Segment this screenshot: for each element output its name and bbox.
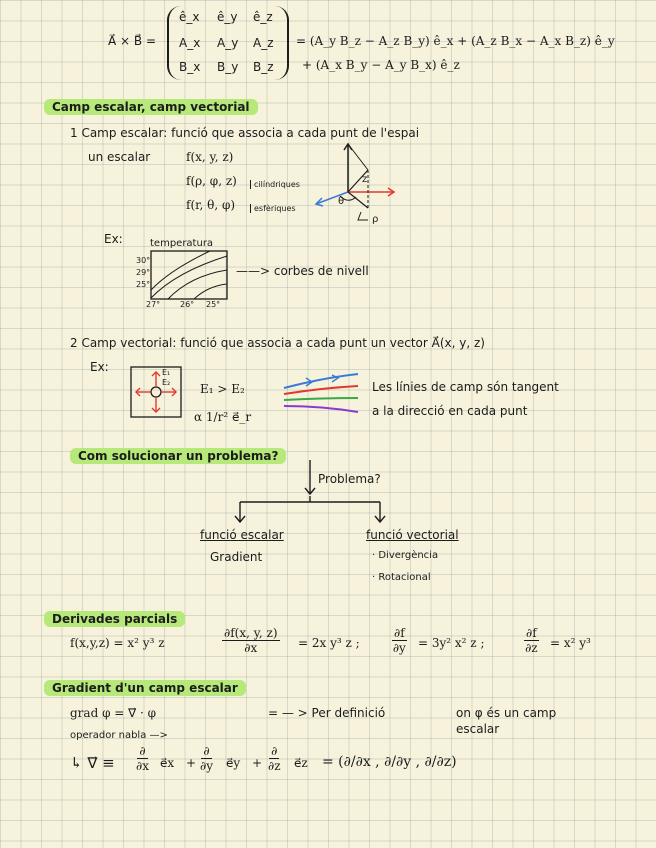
dfdx-numerator: ∂f(x, y, z) — [224, 626, 278, 640]
func-cartesian: f(x, y, z) — [186, 150, 234, 164]
temp-tick-x: 26° — [180, 300, 195, 309]
matrix-cell: ê_z — [253, 10, 273, 24]
matrix-cell: A_y — [217, 36, 239, 50]
dfdy-result: = 3y² x² z ; — [418, 636, 485, 650]
matrix-cell: B_y — [217, 60, 239, 74]
dfdx-result: = 2x y³ z ; — [298, 636, 360, 650]
cylindrical-label: cilíndriques — [250, 180, 300, 189]
partial-function: f(x,y,z) = x² y³ z — [70, 636, 165, 650]
cross-product-matrix — [167, 6, 289, 80]
temperature-label: temperatura — [150, 238, 214, 249]
dfdy-numerator: ∂f — [394, 626, 405, 640]
example-label-2: Ex: — [90, 360, 109, 374]
level-curves-label: ——> corbes de nivell — [236, 264, 369, 278]
d-dz-fraction — [268, 744, 281, 773]
dfdy-denominator: ∂y — [392, 641, 406, 655]
field-lines-text-1: Les línies de camp són tangent — [372, 380, 559, 394]
dfdz-fraction — [524, 626, 539, 655]
matrix-cell: B_x — [179, 60, 201, 74]
problem-tree — [220, 456, 420, 536]
scalar-field-definition: 1 Camp escalar: funció que associa a cada punt de l'espai — [70, 126, 420, 140]
axis-label-z: z — [362, 174, 368, 185]
d-dy-denominator: ∂y — [200, 759, 213, 773]
axis-label-rho: ρ — [372, 214, 379, 225]
dfdz-denominator: ∂z — [525, 641, 538, 655]
unit-vector-x: e⃗x — [160, 756, 175, 770]
temp-tick-x: 27° — [146, 300, 161, 309]
nabla-tuple: = (∂/∂x , ∂/∂y , ∂/∂z) — [322, 754, 457, 770]
problem-label: Problema? — [318, 472, 381, 486]
axis-label-theta: θ — [338, 196, 345, 207]
field-lines-text-2: a la direcció en cada punt — [372, 404, 528, 418]
d-dx-fraction — [136, 744, 149, 773]
func-spherical: f(r, θ, φ) — [186, 198, 236, 212]
matrix-cell: ê_y — [217, 10, 238, 24]
vector-field-definition: 2 Camp vectorial: funció que associa a cada punt un vector A⃗(x, y, z) — [70, 336, 485, 350]
d-dx-denominator: ∂x — [136, 759, 149, 773]
cross-product-rhs-line2: + (A_x B_y − A_y B_x) ê_z — [302, 58, 460, 72]
nabla-lhs: ↳ ∇⃗ ≡ — [70, 754, 115, 772]
section-heading-fields: Camp escalar, camp vectorial — [44, 99, 258, 115]
matrix-cell: A_z — [253, 36, 274, 50]
matrix-cell: A_x — [179, 36, 201, 50]
gradient-definition: grad φ = ∇⃗ · φ — [70, 706, 157, 720]
section-heading-solve: Com solucionar un problema? — [70, 448, 286, 464]
dfdy-fraction — [392, 626, 407, 655]
field-lines-sketch — [282, 372, 362, 416]
section-heading-partials: Derivades parcials — [44, 611, 185, 627]
func-cylindrical: f(ρ, φ, z) — [186, 174, 237, 188]
cross-product-rhs-line1: = (A_y B_z − A_z B_y) ê_x + (A_z B_x − A_x B_z) ê_y — [296, 34, 615, 48]
where-text-2: escalar — [456, 722, 500, 736]
temp-tick-x: 25° — [206, 300, 221, 309]
cross-product-lhs: A⃗ × B⃗ = — [108, 34, 156, 48]
scalar-field-definition-cont: un escalar — [88, 150, 151, 164]
example-label: Ex: — [104, 232, 123, 246]
temp-tick-y: 25° — [136, 280, 151, 289]
branch-scalar-gradient: Gradient — [210, 550, 263, 564]
field-label-e2: E₂ — [162, 378, 171, 387]
unit-vector-z: e⃗z — [294, 756, 308, 770]
d-dz-numerator: ∂ — [271, 744, 278, 758]
where-text-1: on φ és un camp — [456, 706, 557, 720]
temp-tick-y: 30° — [136, 256, 151, 265]
dfdz-result: = x² y³ — [550, 636, 591, 650]
temp-tick-y: 29° — [136, 268, 151, 277]
field-proportionality: α 1/r² e⃗_r — [194, 410, 252, 424]
dfdx-fraction — [222, 626, 280, 655]
plus-sign: + — [252, 756, 263, 770]
branch-vector-divergence: · Divergència — [372, 550, 439, 561]
by-definition-label: = — > Per definició — [268, 706, 386, 720]
dfdx-denominator: ∂x — [244, 641, 258, 655]
field-label-e1: E₁ — [162, 368, 171, 377]
matrix-cell: B_z — [253, 60, 274, 74]
d-dx-numerator: ∂ — [139, 744, 146, 758]
matrix-cell: ê_x — [179, 10, 200, 24]
branch-scalar: funció escalar — [200, 528, 284, 542]
nabla-operator-label: operador nabla —> — [70, 730, 168, 741]
coordinate-axes-sketch — [306, 140, 406, 240]
branch-vector: funció vectorial — [366, 528, 459, 542]
d-dz-denominator: ∂z — [268, 759, 281, 773]
unit-vector-y: e⃗y — [226, 756, 241, 770]
field-inequality: E₁ > E₂ — [200, 382, 245, 396]
level-curves-box — [150, 250, 230, 300]
section-heading-gradient: Gradient d'un camp escalar — [44, 680, 246, 696]
branch-vector-rotational: · Rotacional — [372, 572, 431, 583]
plus-sign: + — [186, 756, 197, 770]
d-dy-numerator: ∂ — [203, 744, 210, 758]
dfdz-numerator: ∂f — [526, 626, 537, 640]
point-charge-sketch — [130, 366, 182, 418]
spherical-label: esfèriques — [250, 204, 296, 213]
d-dy-fraction — [200, 744, 213, 773]
